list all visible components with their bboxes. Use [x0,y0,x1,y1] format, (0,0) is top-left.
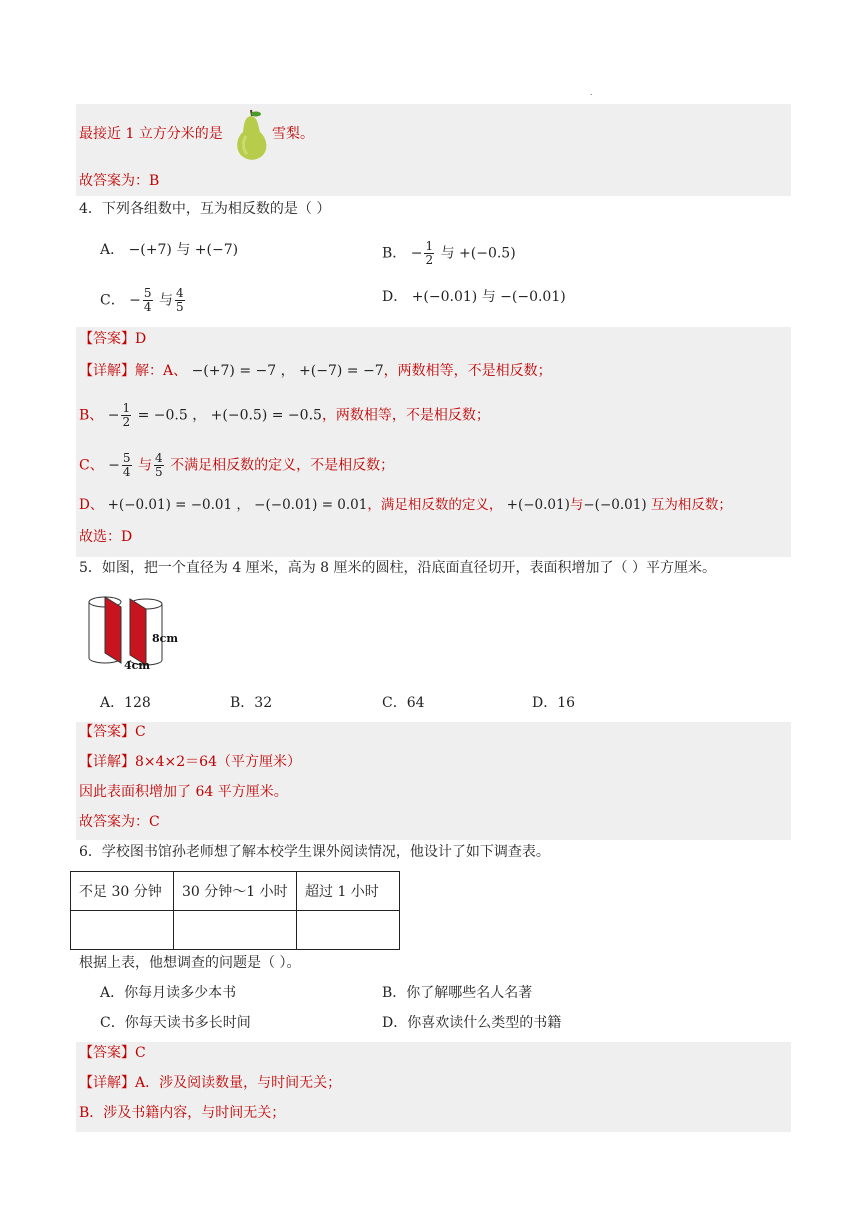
q4-stem: 4．下列各组数中，互为相反数的是（ ） [79,201,331,217]
answer-line: 最接近 1 立方分米的是 [79,126,223,142]
table-cell [297,911,400,950]
q4-option-c: C． − $\frac{5}{4}$ 与 $\frac{4}{5}$ [100,286,184,314]
q5-answer: 【答案】C [79,724,146,740]
diameter-label: 4cm [124,659,150,672]
answer-line-suffix: 雪梨。 [272,126,314,142]
q6-detail-b: B．涉及书籍内容，与时间无关； [79,1105,286,1121]
q6-after-table: 根据上表，他想调查的问题是（ ）。 [79,955,301,971]
pear-image [232,106,270,160]
answer-band-q5 [76,722,791,840]
q6-option-c: C．你每天读书多长时间 [100,1015,251,1031]
q6-stem: 6．学校图书馆孙老师想了解本校学生课外阅读情况，他设计了如下调查表。 [79,844,550,860]
survey-table [70,871,400,950]
q4-option-a: A． −(+7) 与 +(−7) [100,242,239,258]
table-header-cell: 30 分钟～1 小时 [174,872,297,911]
table-header-cell: 不足 30 分钟 [71,872,174,911]
q4-option-b: B． − $\frac{1}{2}$ 与 +(−0.5) [382,239,516,267]
q5-stem: 5．如图，把一个直径为 4 厘米，高为 8 厘米的圆柱，沿底面直径切开，表面积增加了（ ）平方厘米。 [79,560,716,576]
q5-option-d: D．16 [532,695,576,711]
cylinder-figure [80,592,190,672]
q6-option-d: D．你喜欢读什么类型的书籍 [382,1015,562,1031]
q4-detail-b: B、 − $\frac{1}{2}$ = −0.5 ， +(−0.5) = −0.5，两数相等，不是相反数； [79,401,490,429]
table-cell [174,911,297,950]
q5-option-a: A．128 [100,695,151,711]
q4-answer: 【答案】D [79,331,147,347]
q4-final: 故选：D [79,529,133,545]
height-label: 8cm [152,632,178,645]
q6-detail-a: 【详解】A．涉及阅读数量，与时间无关； [79,1075,342,1091]
q5-detail: 【详解】8×4×2＝64（平方厘米） [79,754,301,770]
final-answer: 故答案为：B [79,173,160,189]
table-row [71,872,400,911]
q4-detail-a: 【详解】解：A、 −(+7) = −7 ， +(−7) = −7，两数相等，不是相反数； [79,363,552,379]
q5-option-b: B．32 [230,695,273,711]
answer-band-q3 [76,104,791,196]
table-cell [71,911,174,950]
q6-option-a: A．你每月读多少本书 [100,985,237,1001]
table-header-cell: 超过 1 小时 [297,872,400,911]
q5-option-c: C．64 [382,695,425,711]
q4-option-d: D． +(−0.01) 与 −(−0.01) [382,289,566,305]
q4-detail-d: D、 +(−0.01) = −0.01 ， −(−0.01) = 0.01，满足相反数的定义， +(−0.01)与−(−0.01) 互为相反数； [79,497,732,513]
q5-detail-line2: 因此表面积增加了 64 平方厘米。 [79,784,288,800]
q4-detail-c: C、 − $\frac{5}{4}$ 与 $\frac{4}{5}$ 不满足相反数的定义，不是相反数； [79,451,395,479]
q6-option-b: B．你了解哪些名人名著 [382,985,533,1001]
q5-final: 故答案为：C [79,814,160,830]
table-row [71,911,400,950]
page-mark: . [590,88,593,97]
q6-answer: 【答案】C [79,1045,146,1061]
